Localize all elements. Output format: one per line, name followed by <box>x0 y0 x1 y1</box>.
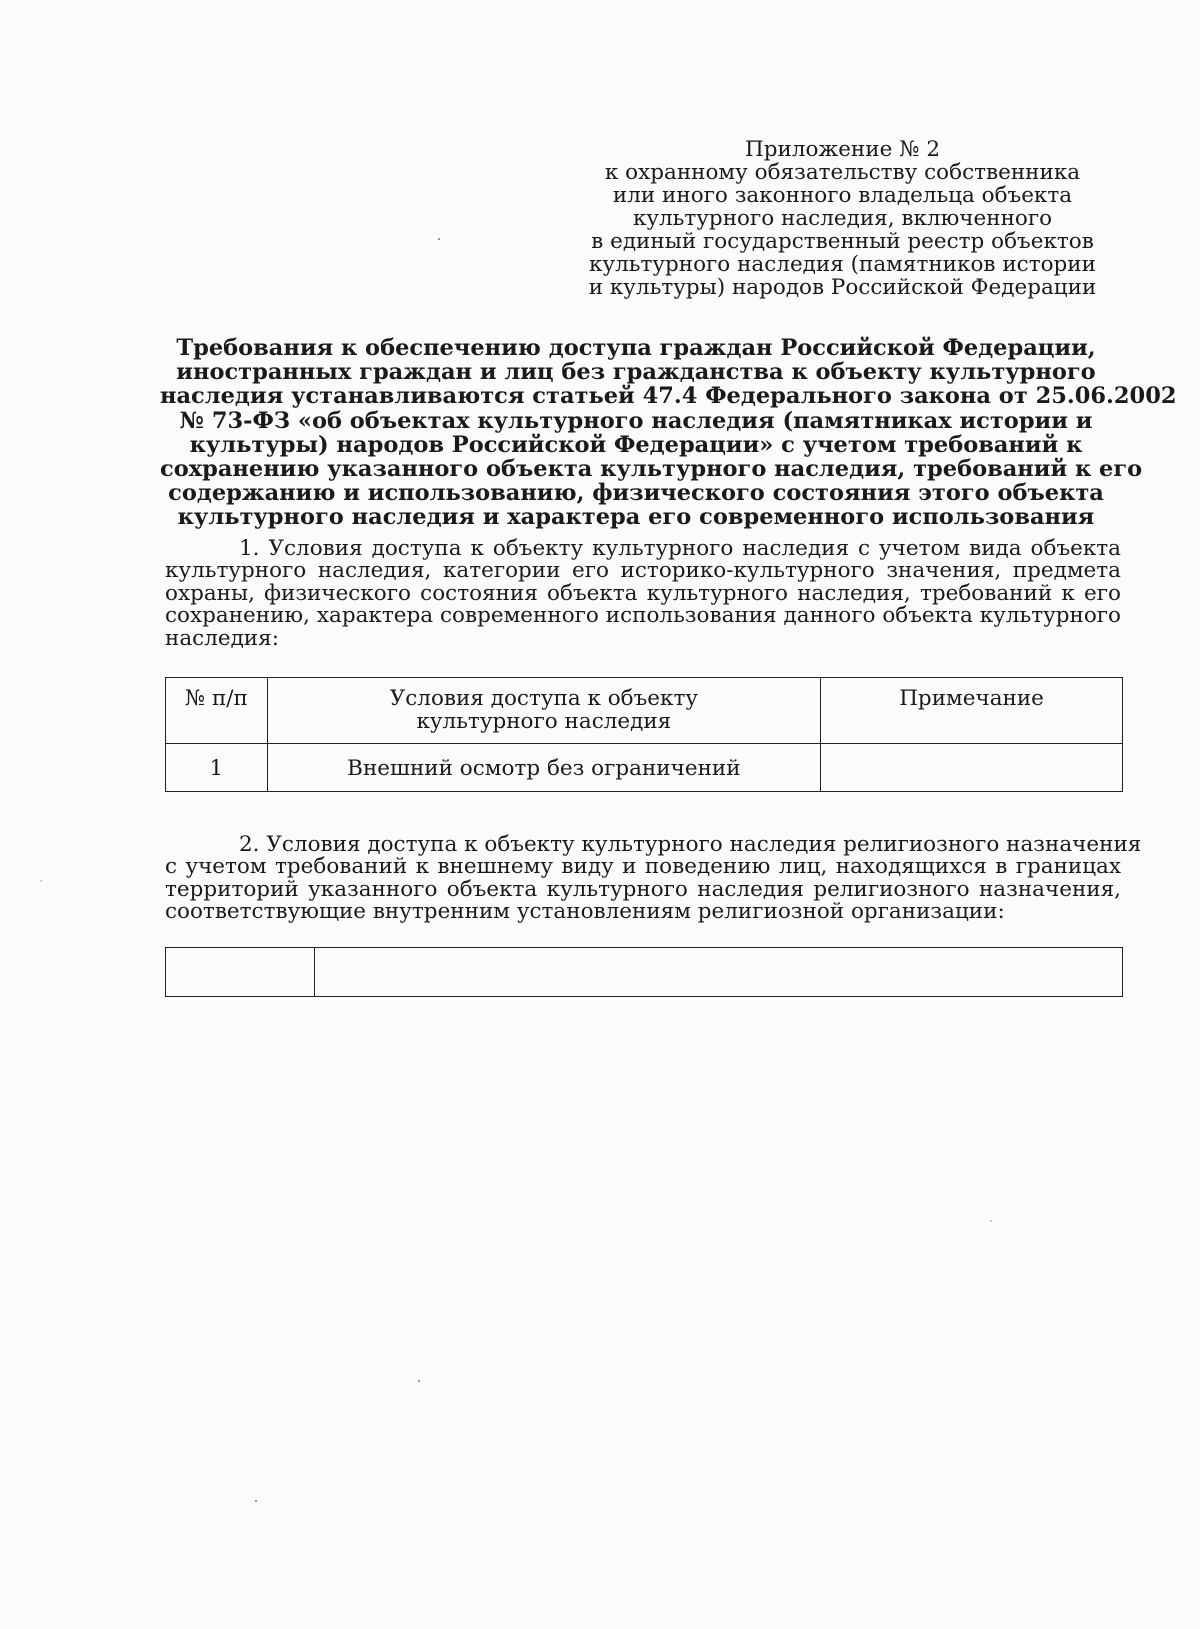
paragraph-line: сохранению, характера современного использования данного объекта культурного <box>165 603 1121 629</box>
paragraph-line: 2. Условия доступа к объекту культурного наследия религиозного назначения <box>239 832 1142 857</box>
table-cell <box>821 744 1123 792</box>
appendix-line: в единый государственный реестр объектов <box>591 229 1094 254</box>
heading-line: культурного наследия и характера его современного использования <box>177 504 1095 531</box>
table-cell <box>315 948 1123 997</box>
heading-line: наследия устанавливаются статьей 47.4 Федерального закона от 25.06.2002 <box>160 383 1177 410</box>
appendix-line: культурного наследия (памятников истории <box>589 252 1096 277</box>
heading-line: № 73-ФЗ «об объектах культурного наследия (памятниках истории и <box>179 407 1093 434</box>
table-row <box>166 744 1123 792</box>
paragraph-line: 1. Условия доступа к объекту культурного наследия с учетом вида объекта <box>239 536 1121 561</box>
paragraph-line: наследия: <box>165 625 279 651</box>
access-conditions-table <box>165 677 1123 792</box>
scan-speck <box>418 1380 420 1382</box>
appendix-line: Приложение № 2 <box>744 137 941 162</box>
heading-line: культуры) народов Российской Федерации» с учетом требований к <box>189 431 1083 458</box>
scan-speck <box>438 238 440 240</box>
appendix-note <box>580 138 1105 299</box>
appendix-line: культурного наследия, включенного <box>632 206 1053 231</box>
paragraph-line: территорий указанного объекта культурного наследия религиозного назначения, <box>165 876 1121 902</box>
table-cell: 1 <box>166 744 268 792</box>
heading-line: Требования к обеспечению доступа граждан Российской Федерации, <box>176 335 1096 361</box>
paragraph-line: культурного наследия, категории его историко-культурного значения, предмета <box>165 558 1121 584</box>
appendix-line: и культуры) народов Российской Федерации <box>588 275 1097 300</box>
paragraph-access-conditions <box>165 538 1121 650</box>
religious-conditions-table <box>165 947 1123 997</box>
paragraph-line: соответствующие внутренним установлениям религиозной организации: <box>165 899 1005 925</box>
paragraph-line: с учетом требований к внешнему виду и поведению лиц, находящихся в границах <box>165 854 1121 880</box>
header-cell-number: № п/п <box>166 678 268 744</box>
scan-speck <box>255 1500 257 1502</box>
table-cell <box>166 948 315 997</box>
table-cell: Внешний осмотр без ограничений <box>267 744 820 792</box>
appendix-line: к охранному обязательству собственника <box>604 160 1081 185</box>
paragraph-religious-conditions <box>165 832 1142 925</box>
header-cell-note: Примечание <box>821 678 1123 744</box>
heading-line: иностранных граждан и лиц без гражданства к объекту культурного <box>176 359 1096 386</box>
table-row <box>166 948 1123 997</box>
document-heading <box>160 335 1177 531</box>
header-cell-conditions: Условия доступа к объекту культурного наследия <box>267 678 820 744</box>
heading-line: сохранению указанного объекта культурного наследия, требований к его <box>160 456 1143 483</box>
scan-speck <box>40 880 42 882</box>
table-header-row <box>166 678 1123 744</box>
appendix-line: или иного законного владельца объекта <box>612 183 1073 208</box>
heading-line: содержанию и использованию, физического состояния этого объекта <box>168 480 1104 507</box>
paragraph-line: охраны, физического состояния объекта культурного наследия, требований к его <box>165 580 1121 606</box>
scan-speck <box>990 1220 992 1222</box>
